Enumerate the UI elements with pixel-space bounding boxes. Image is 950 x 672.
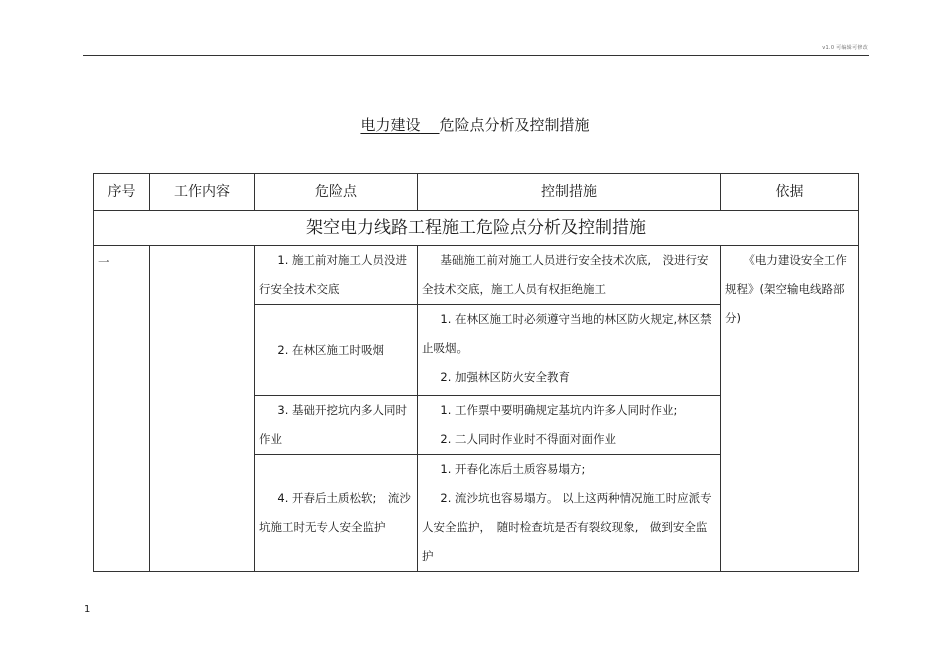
measure-text: 基础施工前对施工人员进行安全技术次底, 没进行安全技术交底，施工人员有权拒绝施工 xyxy=(422,253,709,296)
measures-cell xyxy=(418,455,721,572)
seq-cell xyxy=(94,246,150,572)
title-underlined-part: 电力建设 xyxy=(360,116,421,134)
hazard-cell xyxy=(255,455,418,572)
measure-text: 2. 加强林区防火安全教育 xyxy=(440,370,571,384)
header-version-tag: v1.0 可编辑可修改 xyxy=(822,45,868,51)
measure-text: 2. 流沙坑也容易塌方。 以上这两种情况施工时应派专人安全监护， 随时检查坑是否有裂纹现象, 做到安全监护 xyxy=(422,491,712,563)
column-header-seq: 序号 xyxy=(94,174,150,211)
column-header-work: 工作内容 xyxy=(150,174,255,211)
section-title: 架空电力线路工程施工危险点分析及控制措施 xyxy=(94,211,859,246)
table-header-row xyxy=(94,174,859,211)
column-header-hazard: 危险点 xyxy=(255,174,418,211)
measure-text: 2. 二人同时作业时不得面对面作业 xyxy=(440,432,617,446)
hazard-text: 3. 基础开挖坑内多人同时作业 xyxy=(259,403,408,446)
measures-cell xyxy=(418,396,721,455)
hazard-cell xyxy=(255,246,418,305)
hazard-text: 4. 开春后土质松软; 流沙坑施工时无专人安全监护 xyxy=(259,491,411,534)
hazard-cell xyxy=(255,305,418,396)
measure-text: 1. 在林区施工时必须遵守当地的林区防火规定,林区禁止吸烟。 xyxy=(422,312,712,355)
measure-text: 1. 工作票中要明确规定基坑内许多人同时作业; xyxy=(440,403,678,417)
basis-text: 《电力建设安全工作规程》(架空输电线路部分) xyxy=(725,253,847,325)
column-header-basis: 依据 xyxy=(721,174,859,211)
column-header-measures: 控制措施 xyxy=(418,174,721,211)
measures-cell xyxy=(418,246,721,305)
document-title xyxy=(0,114,950,135)
section-row xyxy=(94,211,859,246)
seq-value: 一 xyxy=(98,255,110,269)
measure-text: 1. 开春化冻后土质容易塌方; xyxy=(440,462,586,476)
hazard-cell xyxy=(255,396,418,455)
table-row xyxy=(94,246,859,305)
title-main-part: 危险点分析及控制措施 xyxy=(439,116,590,134)
measures-cell xyxy=(418,305,721,396)
hazard-text: 1. 施工前对施工人员没进行安全技术交底 xyxy=(259,253,408,296)
page-number: 1 xyxy=(84,604,91,615)
hazard-analysis-table xyxy=(93,173,859,572)
title-underline-gap xyxy=(420,116,439,134)
work-content-cell xyxy=(150,246,255,572)
hazard-text: 2. 在林区施工时吸烟 xyxy=(277,342,385,357)
basis-cell xyxy=(721,246,859,572)
header-divider xyxy=(83,55,869,56)
